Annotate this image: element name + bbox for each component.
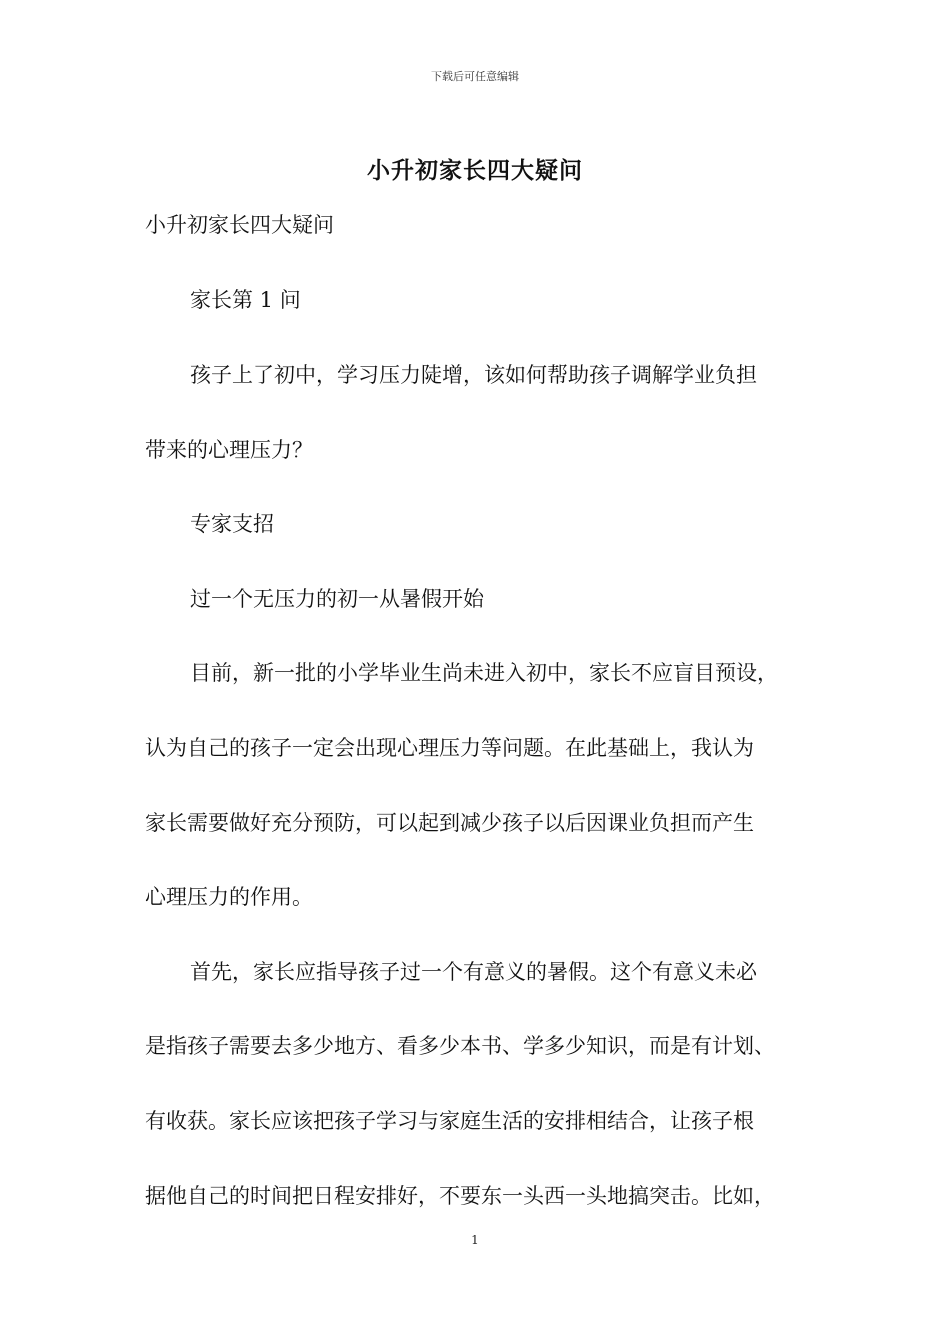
document-title: 小升初家长四大疑问 [367, 157, 583, 184]
page-number: 1 [471, 1233, 479, 1247]
body-line: 家长需要做好充分预防，可以起到减少孩子以后因课业负担而产生 [145, 811, 754, 835]
body-line: 家长第 1 问 [190, 288, 301, 312]
body-line: 专家支招 [190, 512, 274, 536]
body-line: 过一个无压力的初一从暑假开始 [190, 587, 484, 611]
header-note: 下载后可任意编辑 [431, 70, 519, 83]
body-line: 有收获。家长应该把孩子学习与家庭生活的安排相结合，让孩子根 [145, 1109, 754, 1133]
body-line: 是指孩子需要去多少地方、看多少本书、学多少知识，而是有计划、 [145, 1034, 775, 1058]
body-line: 带来的心理压力？ [145, 438, 313, 462]
body-line: 孩子上了初中，学习压力陡增，该如何帮助孩子调解学业负担 [190, 363, 757, 387]
body-line: 认为自己的孩子一定会出现心理压力等问题。在此基础上，我认为 [145, 736, 754, 760]
body-line: 小升初家长四大疑问 [145, 213, 334, 237]
body-line: 据他自己的时间把日程安排好，不要东一头西一头地搞突击。比如， [145, 1184, 775, 1208]
body-line: 首先，家长应指导孩子过一个有意义的暑假。这个有意义未必 [190, 960, 757, 984]
body-line: 心理压力的作用。 [145, 885, 313, 909]
body-line: 目前，新一批的小学毕业生尚未进入初中，家长不应盲目预设， [190, 661, 778, 685]
